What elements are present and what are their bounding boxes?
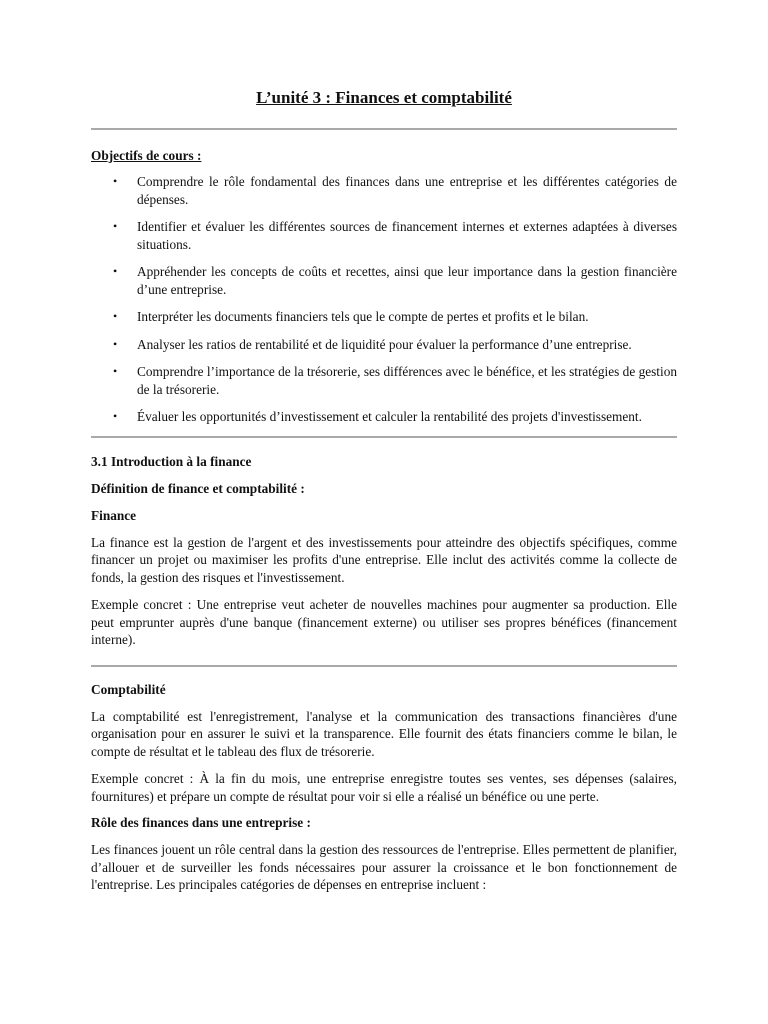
list-item xyxy=(91,336,677,354)
comptabilite-paragraph: La comptabilité est l'enregistrement, l'analyse et la communication des transactions financières d'une organisation pour en assurer le suivi et la transparence. Elle fournit des états financiers comme le bilan, le compte de résultat et le tableau des flux de trésorerie. xyxy=(91,708,677,759)
list-item xyxy=(91,173,677,208)
bullet-icon: • xyxy=(113,309,118,323)
section-heading-intro: 3.1 Introduction à la finance xyxy=(91,453,252,469)
objectives-list xyxy=(91,173,677,426)
objective-text: Interpréter les documents financiers tels que le compte de pertes et profits et le bilan. xyxy=(137,309,589,324)
comptabilite-heading: Comptabilité xyxy=(91,681,166,697)
objective-text: Analyser les ratios de rentabilité et de liquidité pour évaluer la performance d’une entreprise. xyxy=(137,336,632,352)
role-paragraph: Les finances jouent un rôle central dans la gestion des ressources de l'entreprise. Elles permettent de planifier, d’allouer et de surveiller les fonds nécessaires pour assurer la croissance et le bon fonctionnement de l'entreprise. Les principales catégories de dépenses en entreprise incluent : xyxy=(91,842,677,892)
section-divider xyxy=(91,128,677,130)
list-item xyxy=(91,263,677,298)
bullet-icon: • xyxy=(113,336,118,351)
objective-text: Appréhender les concepts de coûts et recettes, ainsi que leur importance dans la gestion financière d’une entreprise. xyxy=(137,264,677,297)
objective-text: Évaluer les opportunités d’investissement et calculer la rentabilité des projets d'investissement. xyxy=(137,409,642,424)
document-page xyxy=(91,86,677,894)
objectives-heading: Objectifs de cours : xyxy=(91,148,202,163)
bullet-icon: • xyxy=(113,264,118,278)
bullet-icon: • xyxy=(113,409,118,423)
section-divider xyxy=(91,665,677,667)
list-item xyxy=(91,408,677,426)
list-item xyxy=(91,363,677,398)
definition-heading: Définition de finance et comptabilité : xyxy=(91,480,305,496)
objective-text: Comprendre l’importance de la trésorerie, ses différences avec le bénéfice, et les stratégies de gestion de la trésorerie. xyxy=(137,364,677,397)
bullet-icon: • xyxy=(113,364,118,378)
finance-example-paragraph: Exemple concret : Une entreprise veut acheter de nouvelles machines pour augmenter sa production. Elle peut emprunter auprès d'une banque (financement externe) ou utiliser ses propres bénéfices (financement interne). xyxy=(91,597,677,647)
role-heading: Rôle des finances dans une entreprise : xyxy=(91,815,311,830)
bullet-icon: • xyxy=(113,174,118,188)
list-item xyxy=(91,218,677,253)
finance-paragraph: La finance est la gestion de l'argent et des investissements pour atteindre des objectifs spécifiques, comme financer un projet ou maximiser les profits d'une entreprise. Elle inclut des activités comme la collecte de fonds, la gestion des risques et l'investissement. xyxy=(91,534,677,585)
page-title: L’unité 3 : Finances et comptabilité xyxy=(256,88,512,107)
bullet-icon: • xyxy=(113,219,118,233)
comptabilite-example-paragraph: Exemple concret : À la fin du mois, une entreprise enregistre toutes ses ventes, ses dépenses (salaires, fournitures) et prépare un compte de résultat pour voir si elle a réalisé un bénéfice ou une perte. xyxy=(91,771,677,804)
objective-text: Comprendre le rôle fondamental des finances dans une entreprise et les différentes catégories de dépenses. xyxy=(137,174,677,207)
finance-heading: Finance xyxy=(91,507,137,523)
section-divider xyxy=(91,436,677,438)
list-item xyxy=(91,308,677,326)
objective-text: Identifier et évaluer les différentes sources de financement internes et externes adaptées à diverses situations. xyxy=(137,219,677,252)
